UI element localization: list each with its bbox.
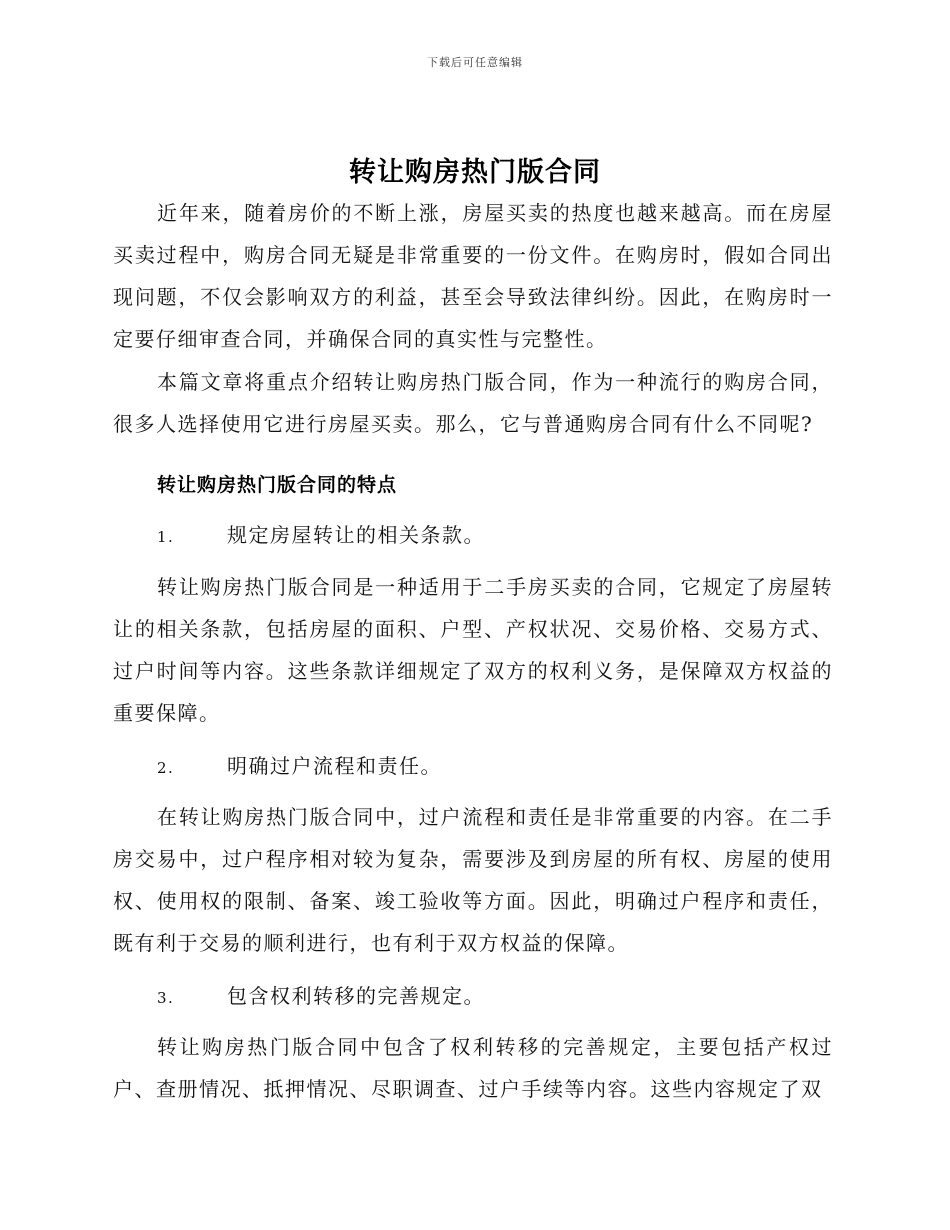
intro-paragraph-2: 本篇文章将重点介绍转让购房热门版合同，作为一种流行的购房合同，很多人选择使用它进行房屋买卖。那么，它与普通购房合同有什么不同呢? [113, 370, 833, 436]
intro-paragraph-1: 近年来，随着房价的不断上涨，房屋买卖的热度也越来越高。而在房屋买卖过程中，购房合同无疑是非常重要的一份文件。在购房时，假如合同出现问题，不仅会影响双方的利益，甚至会导致法律纠纷。因此，在购房时一定要仔细审查合同，并确保合同的真实性与完整性。 [113, 201, 833, 351]
list-item-3 [157, 975, 485, 1019]
header-note: 下载后可任意编辑 [427, 56, 523, 69]
document-title: 转让购房热门版合同 [349, 157, 601, 188]
item-2-paragraph: 在转让购房热门版合同中，过户流程和责任是非常重要的内容。在二手房交易中，过户程序相对较为复杂，需要涉及到房屋的所有权、房屋的使用权、使用权的限制、备案、竣工验收等方面。因此，明确过户程序和责任，既有利于交易的顺利进行，也有利于双方权益的保障。 [113, 805, 833, 955]
list-item-number: 2. [157, 759, 175, 777]
item-3-paragraph: 转让购房热门版合同中包含了权利转移的完善规定，主要包括产权过户、查册情况、抵押情况、尽职调查、过户手续等内容。这些内容规定了双 [113, 1035, 833, 1101]
list-item-title: 规定房屋转让的相关条款。 [227, 523, 485, 547]
list-item-number: 1. [157, 528, 175, 546]
item-1-paragraph: 转让购房热门版合同是一种适用于二手房买卖的合同，它规定了房屋转让的相关条款，包括房屋的面积、户型、产权状况、交易价格、交易方式、过户时间等内容。这些条款详细规定了双方的权利义务，是保障双方权益的重要保障。 [113, 575, 833, 725]
list-item-2 [157, 745, 442, 789]
list-item-number: 3. [157, 989, 175, 1007]
section-heading: 转让购房热门版合同的特点 [157, 474, 398, 496]
list-item-title: 明确过户流程和责任。 [227, 754, 442, 778]
list-item-1 [157, 514, 485, 558]
list-item-title: 包含权利转移的完善规定。 [227, 984, 485, 1008]
